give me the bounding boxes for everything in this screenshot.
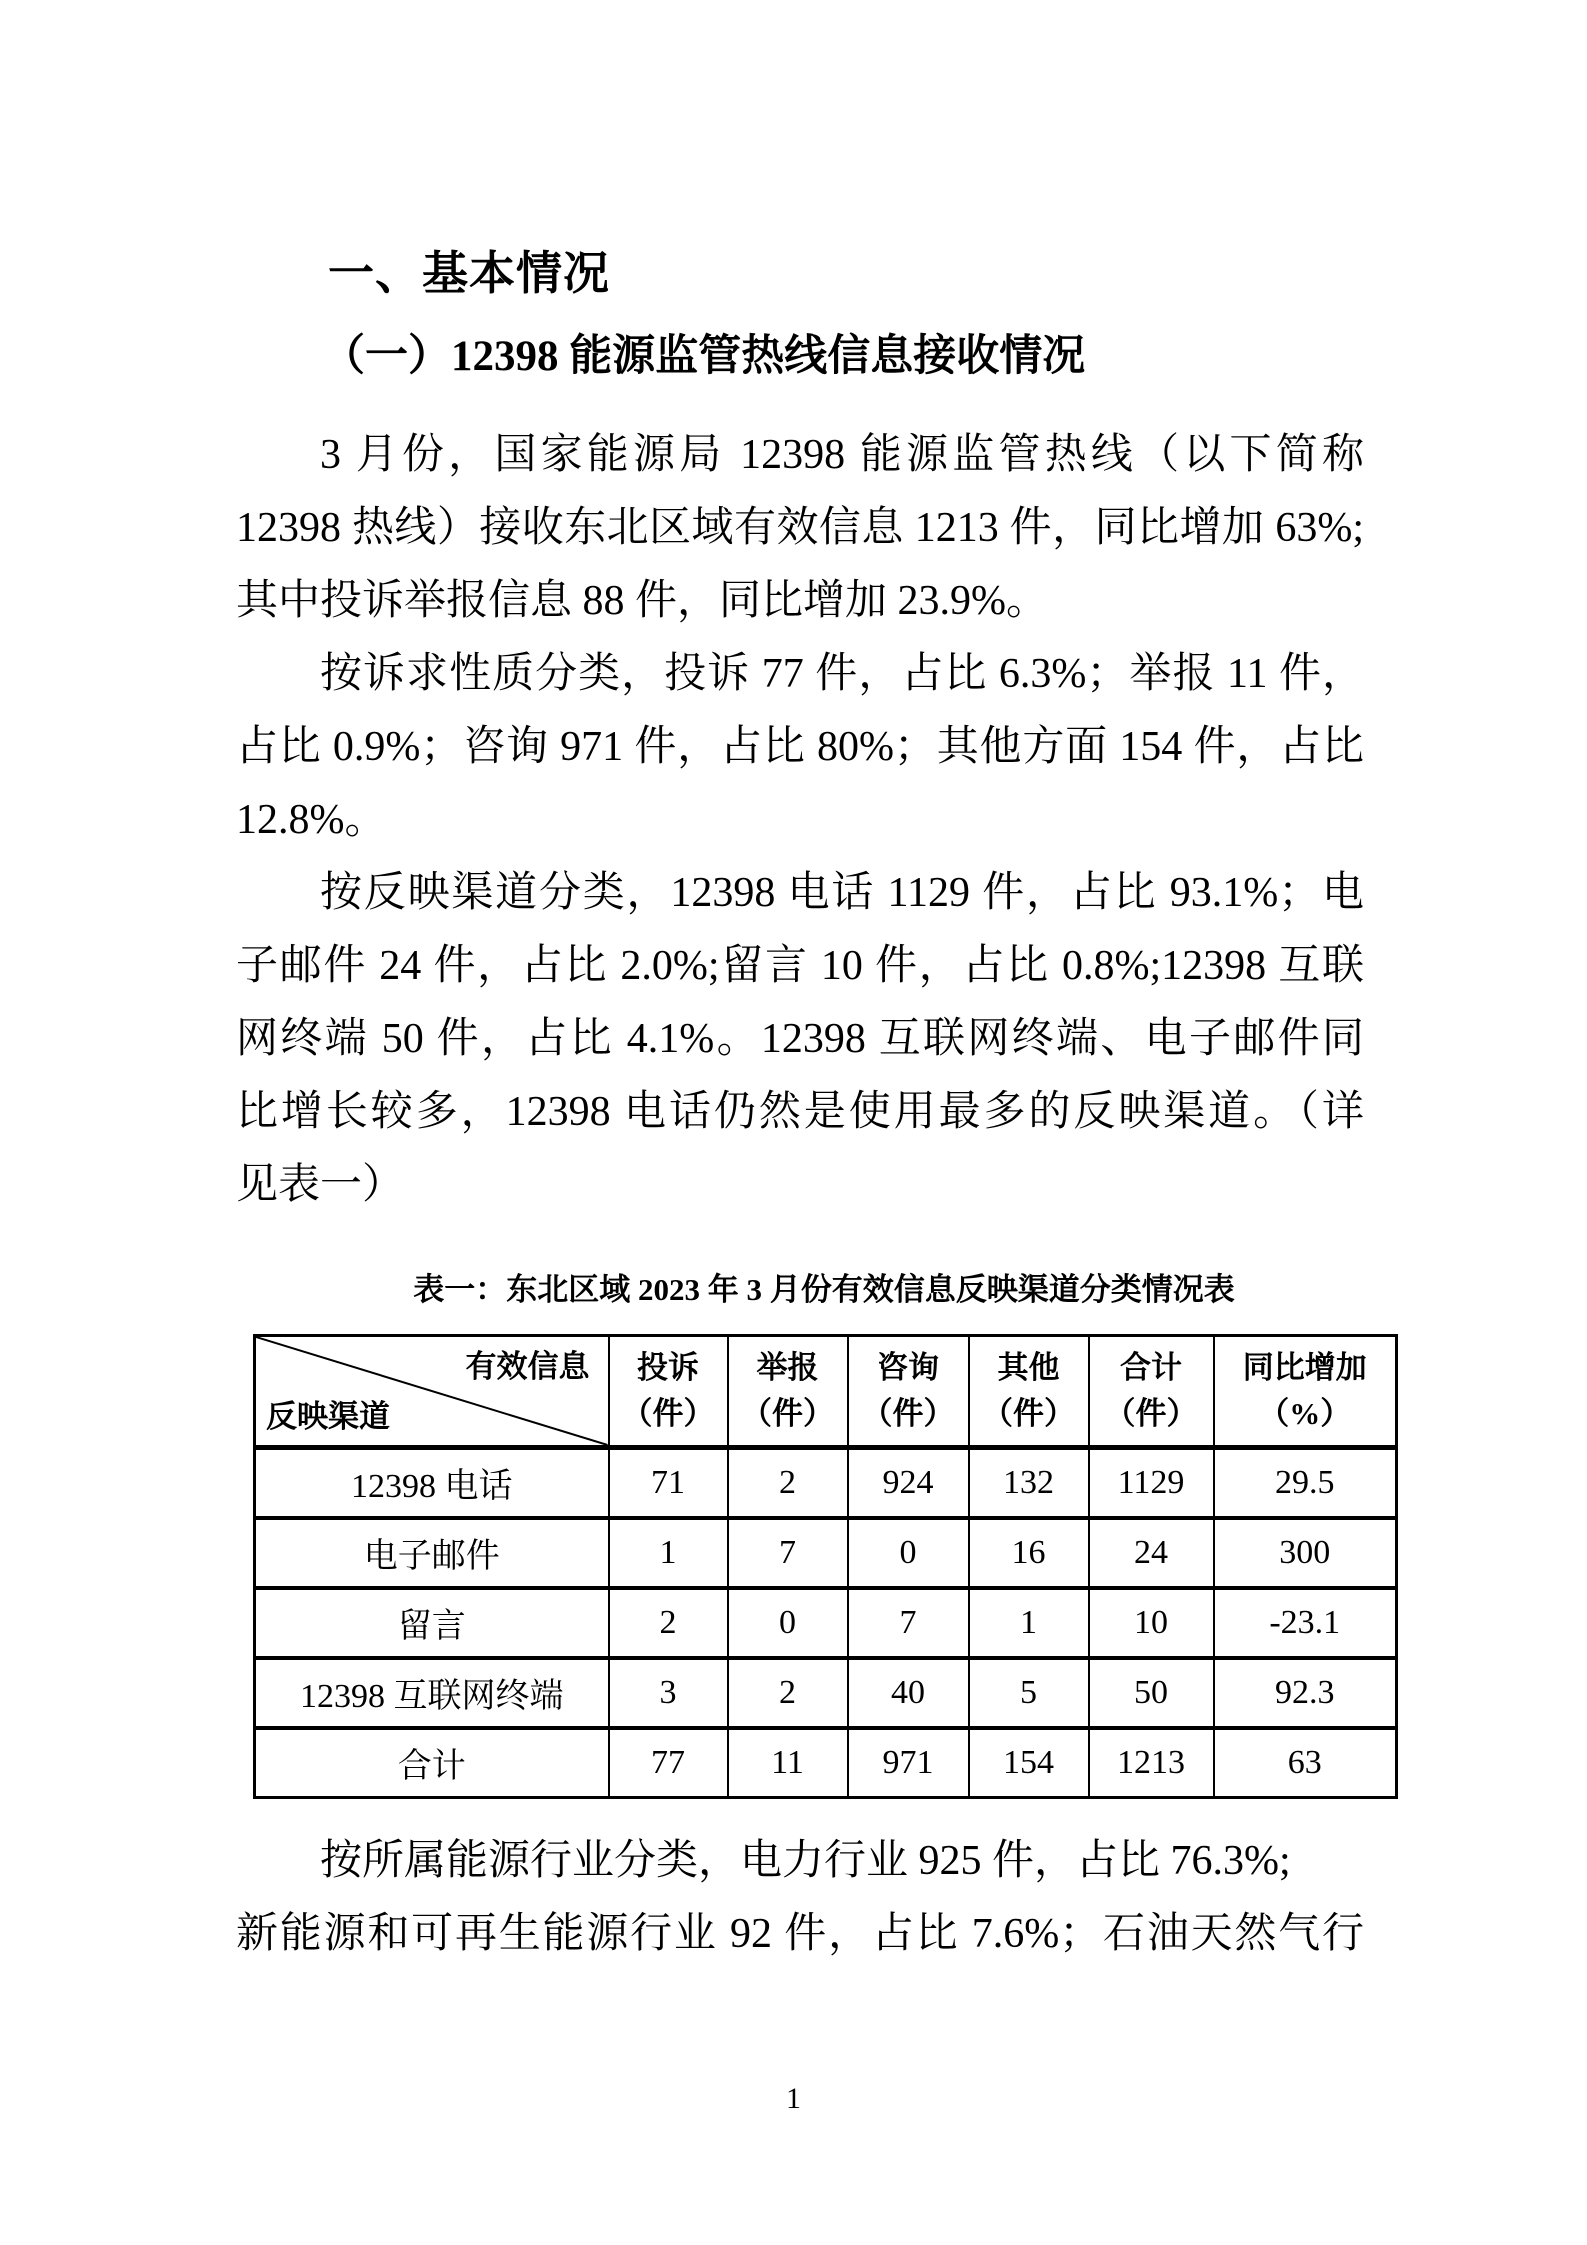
paragraph-3: [236, 857, 1364, 1222]
column-header-line2: （件）: [982, 1396, 1075, 1431]
cell-value: 77: [609, 1728, 728, 1798]
cell-value: 5: [969, 1658, 1089, 1728]
cell-value: 10: [1089, 1588, 1214, 1658]
row-label: 合计: [255, 1728, 609, 1798]
cell-value: 7: [848, 1588, 969, 1658]
row-label: 12398 互联网终端: [255, 1658, 609, 1728]
cell-value: 924: [848, 1448, 969, 1518]
row-label: 电子邮件: [255, 1518, 609, 1588]
body-line: 占比 0.9%；咨询 971 件，占比 80%；其他方面 154 件，占比: [236, 724, 1364, 770]
body-line: 网终端 50 件，占比 4.1%。12398 互联网终端、电子邮件同: [236, 1016, 1364, 1062]
cell-value: 71: [609, 1448, 728, 1518]
body-line: 12398 热线）接收东北区域有效信息 1213 件，同比增加 63%;: [236, 505, 1364, 551]
cell-value: 63: [1214, 1728, 1397, 1798]
column-header-line1: 咨询: [877, 1350, 939, 1385]
cell-value: 0: [848, 1518, 969, 1588]
cell-value: 1: [609, 1518, 728, 1588]
cell-value: 50: [1089, 1658, 1214, 1728]
cell-value: 2: [609, 1588, 728, 1658]
column-header-line1: 合计: [1120, 1350, 1182, 1385]
cell-value: 300: [1214, 1518, 1397, 1588]
cell-value: 971: [848, 1728, 969, 1798]
body-line: 子邮件 24 件，占比 2.0%;留言 10 件，占比 0.8%;12398 互联: [236, 943, 1364, 989]
column-header-consultations: [848, 1336, 969, 1448]
table-row-internet-terminal: [255, 1658, 1397, 1728]
cell-value: 2: [728, 1658, 848, 1728]
paragraph-2: [236, 638, 1364, 857]
column-header-yoy-increase: [1214, 1336, 1397, 1448]
table-title: 表一：东北区域 2023 年 3 月份有效信息反映渠道分类情况表: [413, 1272, 1235, 1307]
cell-value: -23.1: [1214, 1588, 1397, 1658]
corner-label-bottom: 反映渠道: [266, 1399, 390, 1434]
body-line: 按诉求性质分类，投诉 77 件，占比 6.3%；举报 11 件，: [320, 651, 1364, 697]
paragraph-1: [236, 419, 1364, 638]
cell-value: 154: [969, 1728, 1089, 1798]
cell-value: 1129: [1089, 1448, 1214, 1518]
column-header-line2: （件）: [621, 1396, 715, 1431]
channel-classification-table: [253, 1334, 1398, 1799]
row-label: 12398 电话: [255, 1448, 609, 1518]
body-line: 12.8%。: [236, 797, 387, 843]
column-header-total: [1089, 1336, 1214, 1448]
paragraph-4: [236, 1825, 1364, 1971]
column-header-line1: 投诉: [637, 1350, 699, 1385]
body-line: 按反映渠道分类，12398 电话 1129 件，占比 93.1%；电: [320, 870, 1364, 916]
body-line: 3 月份，国家能源局 12398 能源监管热线（以下简称: [320, 432, 1364, 478]
cell-value: 24: [1089, 1518, 1214, 1588]
column-header-line2: （%）: [1258, 1396, 1352, 1431]
cell-value: 40: [848, 1658, 969, 1728]
cell-value: 92.3: [1214, 1658, 1397, 1728]
body-line: 按所属能源行业分类，电力行业 925 件，占比 76.3%;: [320, 1838, 1291, 1884]
cell-value: 2: [728, 1448, 848, 1518]
cell-value: 7: [728, 1518, 848, 1588]
column-header-others: [969, 1336, 1089, 1448]
column-header-line1: 同比增加: [1242, 1350, 1367, 1385]
body-line: 比增长较多，12398 电话仍然是使用最多的反映渠道。（详: [236, 1089, 1364, 1135]
cell-value: 1213: [1089, 1728, 1214, 1798]
body-line: 新能源和可再生能源行业 92 件，占比 7.6%；石油天然气行: [236, 1911, 1364, 1957]
cell-value: 3: [609, 1658, 728, 1728]
column-header-line2: （件）: [741, 1396, 834, 1431]
subsection-heading: （一）12398 能源监管热线信息接收情况: [322, 333, 1086, 380]
table-row-phone: [255, 1448, 1397, 1518]
table-row-email: [255, 1518, 1397, 1588]
cell-value: 1: [969, 1588, 1089, 1658]
column-header-line1: 举报: [756, 1350, 819, 1385]
section-heading: 一、基本情况: [328, 247, 610, 299]
column-header-complaints: [609, 1336, 728, 1448]
column-header-line1: 其他: [997, 1350, 1060, 1385]
corner-cell: [255, 1336, 609, 1448]
cell-value: 132: [969, 1448, 1089, 1518]
row-label: 留言: [255, 1588, 609, 1658]
table-header-row: [255, 1336, 1397, 1448]
cell-value: 16: [969, 1518, 1089, 1588]
cell-value: 29.5: [1214, 1448, 1397, 1518]
page-content: [236, 0, 1367, 1971]
page-number: 1: [786, 2082, 801, 2115]
body-line: 见表一）: [236, 1162, 405, 1208]
column-header-line2: （件）: [1104, 1396, 1198, 1431]
corner-label-top: 有效信息: [465, 1349, 590, 1384]
cell-value: 0: [728, 1588, 848, 1658]
table-row-message: [255, 1588, 1397, 1658]
body-line: 其中投诉举报信息 88 件，同比增加 23.9%。: [236, 578, 1048, 624]
column-header-line2: （件）: [861, 1396, 955, 1431]
table-row-total: [255, 1728, 1397, 1798]
cell-value: 11: [728, 1728, 848, 1798]
column-header-reports: [728, 1336, 848, 1448]
